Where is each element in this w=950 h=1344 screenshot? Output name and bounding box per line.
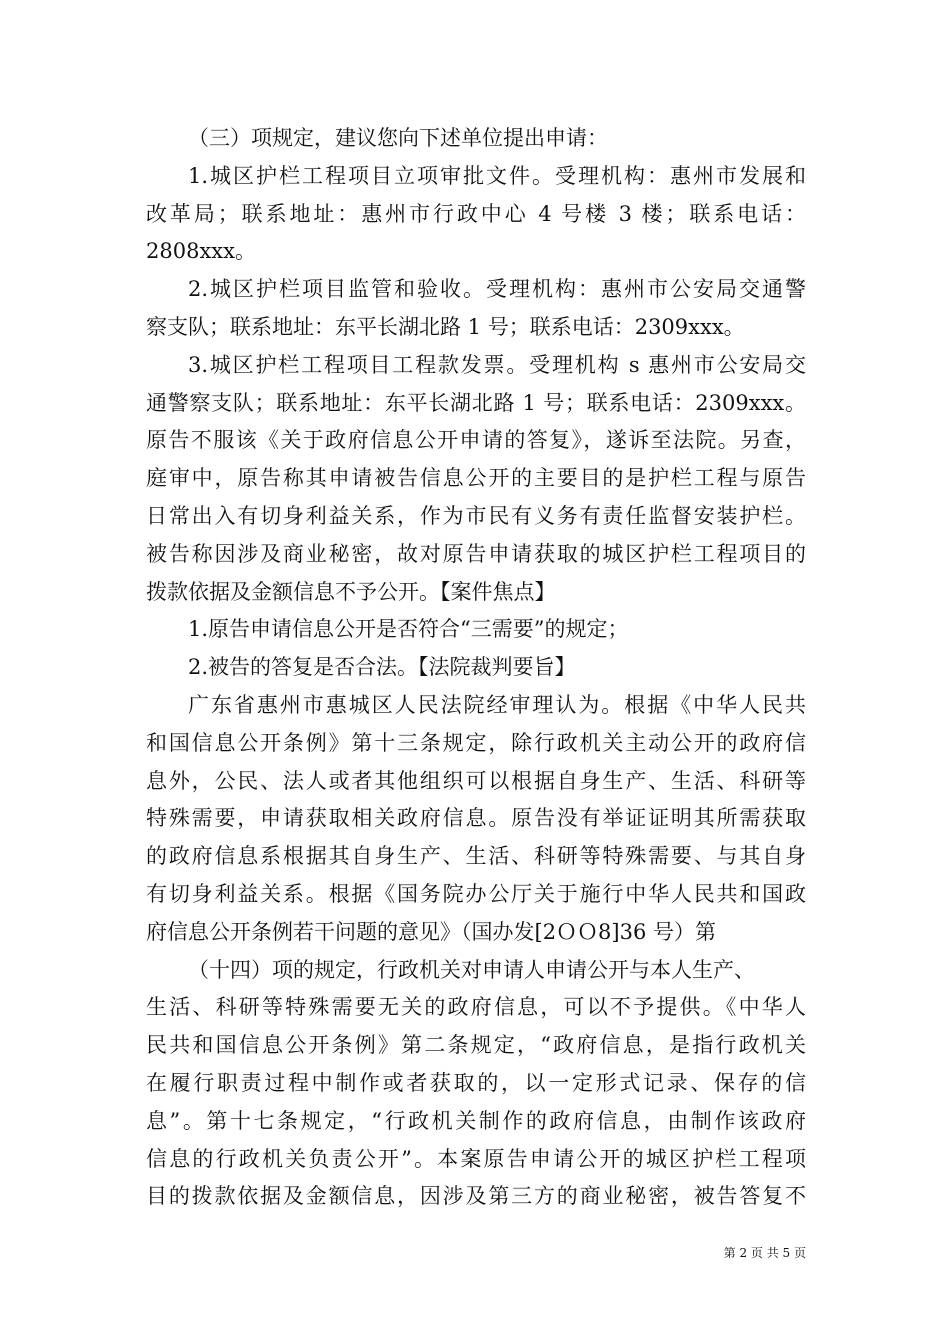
text-line: 息”。第十七条规定，“行政机关制作的政府信息，由制作该政府 xyxy=(146,1108,806,1133)
text-line: 的政府信息系根据其自身生产、生活、科研等特殊需要、与其自身 xyxy=(146,844,806,869)
text-line: 在履行职责过程中制作或者获取的，以一定形式记录、保存的信 xyxy=(146,1070,806,1095)
page-number-footer: 第 2 页 共 5 页 xyxy=(723,1246,806,1260)
text-line: 1.城区护栏工程项目立项审批文件。受理机构：惠州市发展和 xyxy=(188,163,806,188)
text-line: 府信息公开条例若干问题的意见》（国办发[2ＯＯ8]36 号）第 xyxy=(146,919,717,944)
text-line: （三）项规定，建议您向下述单位提出申请： xyxy=(188,126,608,150)
text-line: 特殊需要，申请获取相关政府信息。原告没有举证证明其所需获取 xyxy=(146,806,806,831)
text-line: 2.城区护栏项目监管和验收。受理机构：惠州市公安局交通警 xyxy=(188,277,806,302)
text-line: 2808xxx。 xyxy=(146,239,256,264)
text-line: 2.被告的答复是否合法。【法院裁判要旨】 xyxy=(188,655,576,680)
text-line: 被告称因涉及商业秘密，故对原告申请获取的城区护栏工程项目的 xyxy=(146,541,806,566)
text-line: 目的拨款依据及金额信息，因涉及第三方的商业秘密，被告答复不 xyxy=(146,1184,806,1209)
text-line: 息外，公民、法人或者其他组织可以根据自身生产、生活、科研等 xyxy=(146,768,806,793)
document-body xyxy=(146,120,806,1216)
text-line: 有切身利益关系。根据《国务院办公厅关于施行中华人民共和国政 xyxy=(146,881,806,906)
text-line: 通警察支队；联系地址：东平长湖北路 1 号；联系电话：2309xxx。 xyxy=(146,390,806,415)
text-line: 3.城区护栏工程项目工程款发票。受理机构 s 惠州市公安局交 xyxy=(188,352,806,377)
text-line: 拨款依据及金额信息不予公开。【案件焦点】 xyxy=(146,579,556,604)
text-line: 察支队；联系地址：东平长湖北路 1 号；联系电话：2309xxx。 xyxy=(146,314,745,339)
text-line: 和国信息公开条例》第十三条规定，除行政机关主动公开的政府信 xyxy=(146,730,806,755)
text-line: 日常出入有切身利益关系，作为市民有义务有责任监督安装护栏。 xyxy=(146,503,806,528)
text-line: 信息的行政机关负责公开”。本案原告申请公开的城区护栏工程项 xyxy=(146,1146,806,1171)
text-line: 民共和国信息公开条例》第二条规定，“政府信息，是指行政机关 xyxy=(146,1033,806,1058)
text-line: 1.原告申请信息公开是否符合“三需要”的规定； xyxy=(188,617,629,642)
text-line: 广东省惠州市惠城区人民法院经审理认为。根据《中华人民共 xyxy=(188,692,806,717)
text-line: 原告不服该《关于政府信息公开申请的答复》，遂诉至法院。另查， xyxy=(146,428,806,453)
text-line: 生活、科研等特殊需要无关的政府信息，可以不予提供。《中华人 xyxy=(146,995,806,1020)
text-line: 庭审中，原告称其申请被告信息公开的主要目的是护栏工程与原告 xyxy=(146,466,806,491)
text-line: 改革局；联系地址：惠州市行政中心 4 号楼 3 楼；联系电话： xyxy=(146,201,806,226)
text-line: （十四）项的规定，行政机关对申请人申请公开与本人生产、 xyxy=(188,957,755,982)
